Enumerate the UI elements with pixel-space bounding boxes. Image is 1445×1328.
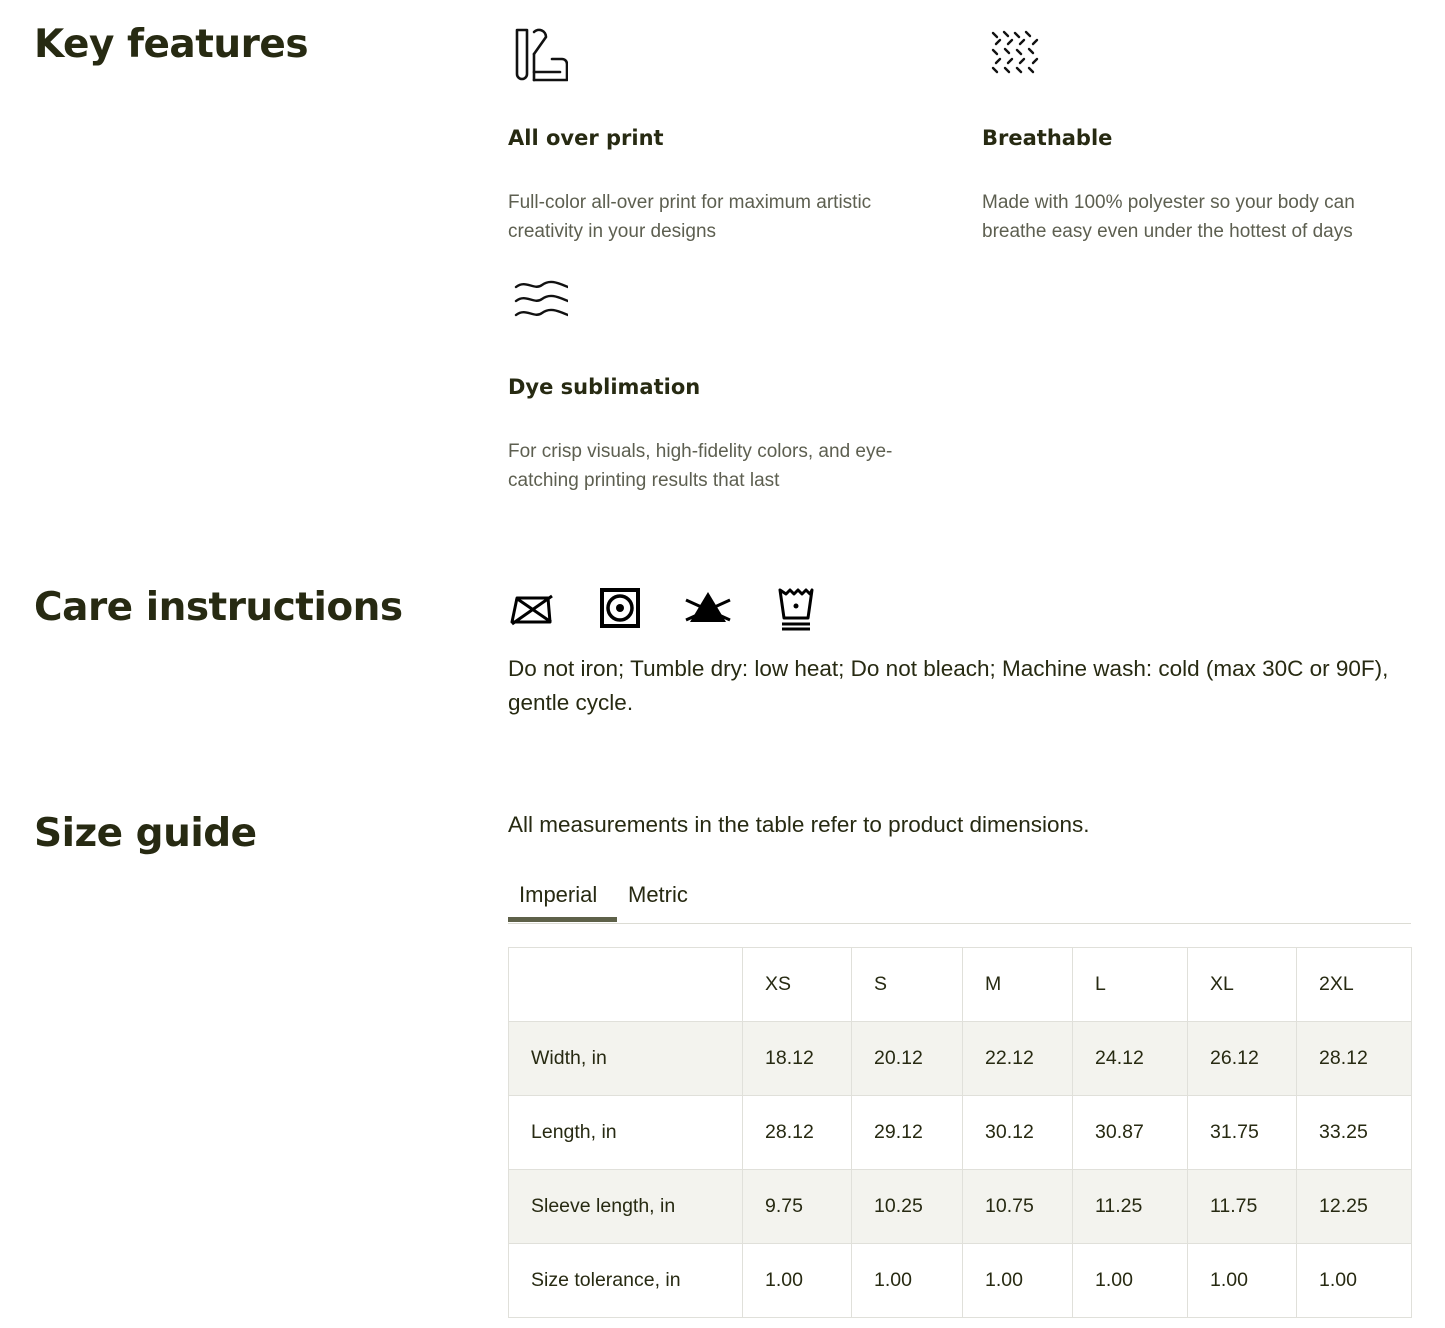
table-cell: 20.12 — [852, 1022, 963, 1096]
care-icons-row — [508, 586, 820, 632]
unit-tabs — [508, 872, 1411, 924]
table-cell: 31.75 — [1188, 1096, 1297, 1170]
feature-all-over-print — [508, 28, 948, 242]
tube-shapes-icon — [508, 28, 568, 88]
size-guide-description: All measurements in the table refer to product dimensions. — [508, 812, 1090, 837]
table-cell: 28.12 — [743, 1096, 852, 1170]
row-label: Length, in — [509, 1096, 743, 1170]
table-cell: 29.12 — [852, 1096, 963, 1170]
feature-description: Made with 100% polyester so your body can breathe easy even under the hottest of days — [982, 192, 1355, 242]
table-cell: 33.25 — [1297, 1096, 1412, 1170]
row-label: Width, in — [509, 1022, 743, 1096]
table-header-row — [509, 948, 1412, 1022]
table-cell: 30.87 — [1073, 1096, 1188, 1170]
table-cell: 11.25 — [1073, 1170, 1188, 1244]
row-label: Sleeve length, in — [509, 1170, 743, 1244]
table-cell: 10.25 — [852, 1170, 963, 1244]
row-label: Size tolerance, in — [509, 1244, 743, 1318]
table-cell: 1.00 — [1188, 1244, 1297, 1318]
table-cell: 1.00 — [1073, 1244, 1188, 1318]
table-cell: 26.12 — [1188, 1022, 1297, 1096]
table-header-cell: XS — [743, 948, 852, 1022]
table-cell: 1.00 — [1297, 1244, 1412, 1318]
table-cell: 24.12 — [1073, 1022, 1188, 1096]
feature-title: All over print — [508, 126, 664, 150]
table-cell: 1.00 — [743, 1244, 852, 1318]
table-cell: 1.00 — [852, 1244, 963, 1318]
do-not-iron-icon — [508, 586, 556, 632]
table-cell: 12.25 — [1297, 1170, 1412, 1244]
feature-title: Dye sublimation — [508, 375, 701, 399]
table-header-cell: XL — [1188, 948, 1297, 1022]
table-cell: 9.75 — [743, 1170, 852, 1244]
machine-wash-cold-icon — [772, 586, 820, 632]
table-header-cell: 2XL — [1297, 948, 1412, 1022]
table-cell: 28.12 — [1297, 1022, 1412, 1096]
table-cell: 10.75 — [963, 1170, 1073, 1244]
tab-metric[interactable]: Metric — [628, 882, 688, 907]
waves-icon — [508, 277, 568, 337]
table-header-cell: L — [1073, 948, 1188, 1022]
table-cell: 30.12 — [963, 1096, 1073, 1170]
table-row — [509, 1244, 1412, 1318]
table-row — [509, 1096, 1412, 1170]
feature-description: Full-color all-over print for maximum artistic creativity in your designs — [508, 192, 872, 242]
table-row — [509, 1022, 1412, 1096]
table-header-cell: M — [963, 948, 1073, 1022]
airflow-dashes-icon — [982, 28, 1042, 88]
care-instructions-text: Do not iron; Tumble dry: low heat; Do not bleach; Machine wash: cold (max 30C or 90F), gentle cycle. — [508, 656, 1389, 715]
table-header-cell: S — [852, 948, 963, 1022]
table-header-cell — [509, 948, 743, 1022]
feature-title: Breathable — [982, 126, 1113, 150]
care-instructions-heading: Care instructions — [34, 585, 403, 630]
do-not-bleach-icon — [684, 586, 732, 632]
key-features-heading: Key features — [34, 22, 309, 67]
feature-dye-sublimation — [508, 277, 948, 491]
table-cell: 18.12 — [743, 1022, 852, 1096]
table-row — [509, 1170, 1412, 1244]
table-cell: 1.00 — [963, 1244, 1073, 1318]
table-cell: 22.12 — [963, 1022, 1073, 1096]
size-table — [508, 947, 1412, 1318]
tab-imperial[interactable]: Imperial — [519, 882, 598, 907]
active-tab-indicator — [508, 917, 617, 922]
size-guide-heading: Size guide — [34, 811, 257, 856]
feature-breathable — [982, 28, 1422, 242]
feature-description: For crisp visuals, high-fidelity colors, and eye-catching printing results that last — [508, 441, 893, 491]
table-cell: 11.75 — [1188, 1170, 1297, 1244]
tumble-dry-low-icon — [596, 586, 644, 632]
